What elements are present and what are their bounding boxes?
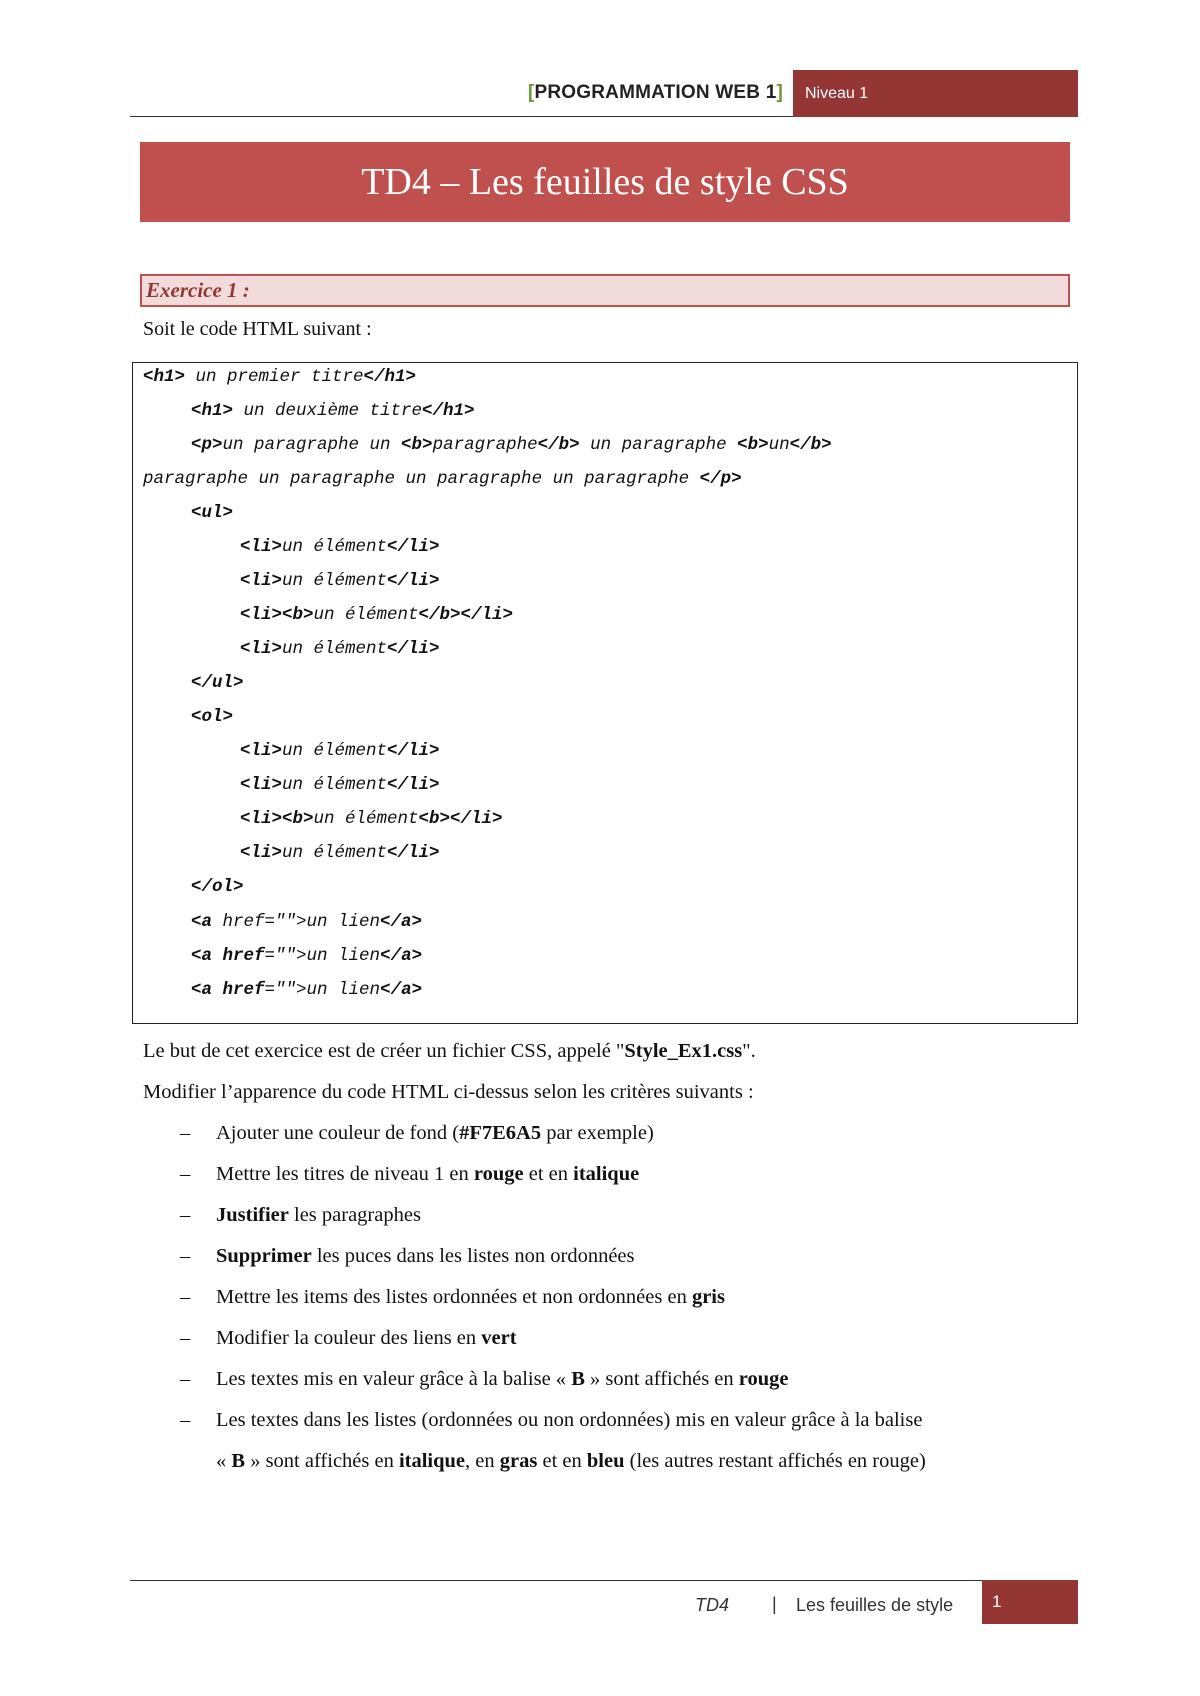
course-name bbox=[528, 82, 783, 104]
list-item: Les textes mis en valeur grâce à la balise « B » sont affichés en rouge bbox=[216, 1368, 789, 1390]
course-label: PROGRAMMATION WEB 1 bbox=[534, 82, 777, 103]
code-line: <li>un élément</li> bbox=[240, 775, 440, 795]
code-line: </ul> bbox=[191, 673, 244, 693]
level-badge: Niveau 1 bbox=[793, 70, 1078, 117]
list-item: Mettre les titres de niveau 1 en rouge et en italique bbox=[216, 1163, 640, 1185]
code-line: <li>un élément</li> bbox=[240, 843, 440, 863]
bracket-open: [ bbox=[527, 82, 535, 103]
bullet-dash: – bbox=[180, 1163, 191, 1185]
footer-td: TD4 bbox=[695, 1595, 730, 1615]
bullet-dash: – bbox=[180, 1368, 191, 1390]
code-line: <a href="">un lien</a> bbox=[191, 980, 423, 1000]
code-line: <li>un élément</li> bbox=[240, 639, 440, 659]
list-item-continuation: « B » sont affichés en italique, en gras et en bleu (les autres restant affichés en rouge) bbox=[216, 1450, 926, 1472]
footer-title: Les feuilles de style bbox=[796, 1595, 954, 1615]
bullet-dash: – bbox=[180, 1286, 191, 1308]
code-line: <ul> bbox=[191, 503, 234, 523]
list-item: Ajouter une couleur de fond (#F7E6A5 par exemple) bbox=[216, 1122, 654, 1144]
code-line: <ol> bbox=[191, 707, 234, 727]
bullet-dash: – bbox=[180, 1245, 191, 1267]
page-number: 1 bbox=[982, 1580, 1078, 1624]
list-item: Mettre les items des listes ordonnées et non ordonnées en gris bbox=[216, 1286, 725, 1308]
code-line: <a href="">un lien</a> bbox=[191, 912, 423, 932]
bullet-dash: – bbox=[180, 1409, 191, 1431]
code-line: <li><b>un élément</b></li> bbox=[240, 605, 514, 625]
goal-paragraph: Le but de cet exercice est de créer un fichier CSS, appelé "Style_Ex1.css". bbox=[143, 1040, 756, 1062]
page-header bbox=[130, 70, 1078, 117]
bullet-dash: – bbox=[180, 1122, 191, 1144]
exercise-heading: Exercice 1 : bbox=[140, 274, 1070, 307]
bracket-close: ] bbox=[776, 82, 783, 103]
document-title: TD4 – Les feuilles de style CSS bbox=[140, 142, 1070, 222]
modify-paragraph: Modifier l’apparence du code HTML ci-dessus selon les critères suivants : bbox=[143, 1081, 754, 1103]
code-line: <li>un élément</li> bbox=[240, 537, 440, 557]
list-item: Justifier les paragraphes bbox=[216, 1204, 421, 1226]
code-line: </ol> bbox=[191, 877, 244, 897]
list-item: Modifier la couleur des liens en vert bbox=[216, 1327, 517, 1349]
code-line: <p>un paragraphe un <b>paragraphe</b> un paragraphe <b>un</b> bbox=[191, 435, 832, 455]
code-line: <li><b>un élément<b></li> bbox=[240, 809, 503, 829]
code-block bbox=[132, 362, 1078, 1024]
bullet-dash: – bbox=[180, 1327, 191, 1349]
code-line: <li>un élément</li> bbox=[240, 741, 440, 761]
code-line: <h1> un deuxième titre</h1> bbox=[191, 401, 475, 421]
code-line: <h1> un premier titre</h1> bbox=[143, 367, 417, 387]
code-line: <li>un élément</li> bbox=[240, 571, 440, 591]
footer-separator: | bbox=[772, 1594, 777, 1614]
footer-rule bbox=[130, 1580, 1078, 1581]
code-line: <a href="">un lien</a> bbox=[191, 946, 423, 966]
code-line: paragraphe un paragraphe un paragraphe un paragraphe </p> bbox=[143, 469, 742, 489]
list-item: Supprimer les puces dans les listes non ordonnées bbox=[216, 1245, 635, 1267]
list-item: Les textes dans les listes (ordonnées ou non ordonnées) mis en valeur grâce à la balise bbox=[216, 1409, 923, 1431]
exercise-intro: Soit le code HTML suivant : bbox=[143, 318, 372, 340]
bullet-dash: – bbox=[180, 1204, 191, 1226]
